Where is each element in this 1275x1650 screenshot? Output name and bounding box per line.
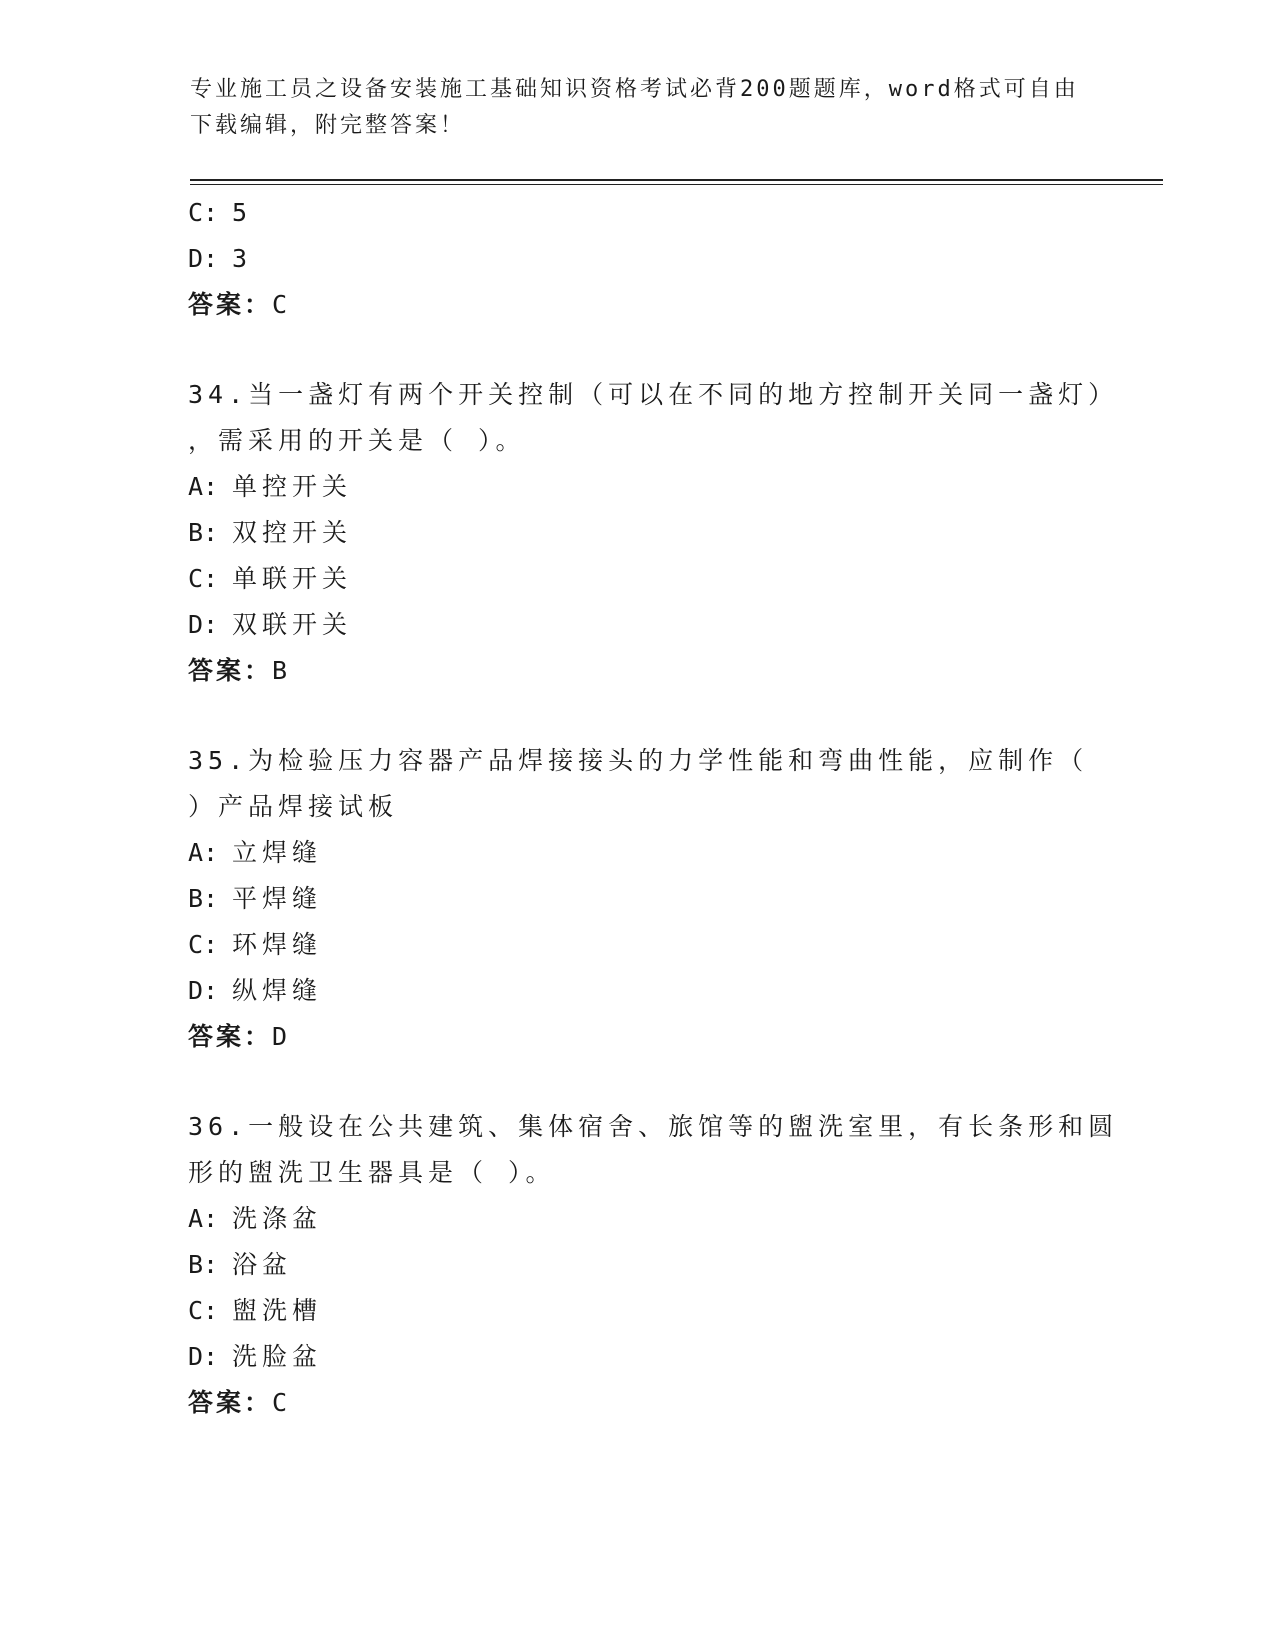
header-divider-thick bbox=[190, 179, 1163, 181]
option-text: 双控开关 bbox=[232, 518, 353, 547]
option-d bbox=[188, 1334, 1108, 1380]
option-text: 立焊缝 bbox=[232, 838, 323, 867]
header-divider-thin bbox=[190, 184, 1163, 185]
option-text: 浴盆 bbox=[232, 1250, 293, 1279]
option-c bbox=[188, 556, 1108, 602]
option-text: 3 bbox=[232, 244, 253, 273]
option-letter: B: bbox=[188, 518, 219, 547]
question-34 bbox=[188, 372, 1119, 694]
header-line-1: 专业施工员之设备安装施工基础知识资格考试必背200题题库，word格式可自由 bbox=[190, 77, 1079, 102]
answer-line bbox=[188, 1014, 1108, 1060]
option-letter: D: bbox=[188, 1342, 219, 1371]
question-text-line-2: ，需采用的开关是（ ）。 bbox=[188, 426, 526, 455]
answer-value: D bbox=[272, 1022, 291, 1051]
option-letter: C: bbox=[188, 1296, 219, 1325]
option-b bbox=[188, 1242, 1108, 1288]
header-line-2: 下载编辑，附完整答案！ bbox=[190, 113, 466, 138]
question-text-line-1: 34.当一盏灯有两个开关控制（可以在不同的地方控制开关同一盏灯） bbox=[188, 380, 1119, 409]
option-a bbox=[188, 830, 1108, 876]
option-letter: D: bbox=[188, 610, 219, 639]
option-a bbox=[188, 464, 1108, 510]
option-letter: B: bbox=[188, 1250, 219, 1279]
answer-label: 答案： bbox=[188, 656, 273, 685]
question-35 bbox=[188, 738, 1108, 1060]
option-d bbox=[188, 236, 1108, 282]
option-b bbox=[188, 876, 1108, 922]
question-text-line-1: 35.为检验压力容器产品焊接接头的力学性能和弯曲性能，应制作（ bbox=[188, 746, 1089, 775]
option-text: 洗脸盆 bbox=[232, 1342, 323, 1371]
option-a bbox=[188, 1196, 1108, 1242]
option-text: 洗涤盆 bbox=[232, 1204, 323, 1233]
option-letter: D: bbox=[188, 976, 219, 1005]
option-text: 单联开关 bbox=[232, 564, 353, 593]
option-letter: A: bbox=[188, 838, 219, 867]
option-letter: A: bbox=[188, 472, 219, 501]
option-text: 单控开关 bbox=[232, 472, 353, 501]
answer-label: 答案： bbox=[188, 1388, 273, 1417]
option-letter: C: bbox=[188, 564, 219, 593]
answer-value: B bbox=[272, 656, 291, 685]
answer-line bbox=[188, 1380, 1108, 1426]
question-text-line-2: ）产品焊接试板 bbox=[188, 792, 399, 821]
page-header bbox=[190, 72, 1090, 144]
question-36 bbox=[188, 1104, 1119, 1426]
option-c bbox=[188, 190, 1108, 236]
question-text-line-1: 36.一般设在公共建筑、集体宿舍、旅馆等的盥洗室里，有长条形和圆 bbox=[188, 1112, 1119, 1141]
option-letter: A: bbox=[188, 1204, 219, 1233]
option-letter: C: bbox=[188, 198, 219, 227]
prev-question bbox=[188, 190, 1108, 328]
option-text: 双联开关 bbox=[232, 610, 353, 639]
question-list bbox=[188, 190, 1119, 1426]
question-text-line-2: 形的盥洗卫生器具是（ ）。 bbox=[188, 1158, 556, 1187]
answer-line bbox=[188, 282, 1108, 328]
option-letter: D: bbox=[188, 244, 219, 273]
option-d bbox=[188, 602, 1108, 648]
answer-value: C bbox=[272, 290, 291, 319]
answer-value: C bbox=[272, 1388, 291, 1417]
answer-label: 答案： bbox=[188, 290, 273, 319]
option-text: 纵焊缝 bbox=[232, 976, 323, 1005]
option-letter: C: bbox=[188, 930, 219, 959]
option-b bbox=[188, 510, 1108, 556]
option-text: 盥洗槽 bbox=[232, 1296, 323, 1325]
option-text: 平焊缝 bbox=[232, 884, 323, 913]
option-c bbox=[188, 1288, 1108, 1334]
answer-line bbox=[188, 648, 1108, 694]
option-text: 5 bbox=[232, 198, 253, 227]
option-d bbox=[188, 968, 1108, 1014]
option-text: 环焊缝 bbox=[232, 930, 323, 959]
option-c bbox=[188, 922, 1108, 968]
answer-label: 答案： bbox=[188, 1022, 273, 1051]
option-letter: B: bbox=[188, 884, 219, 913]
